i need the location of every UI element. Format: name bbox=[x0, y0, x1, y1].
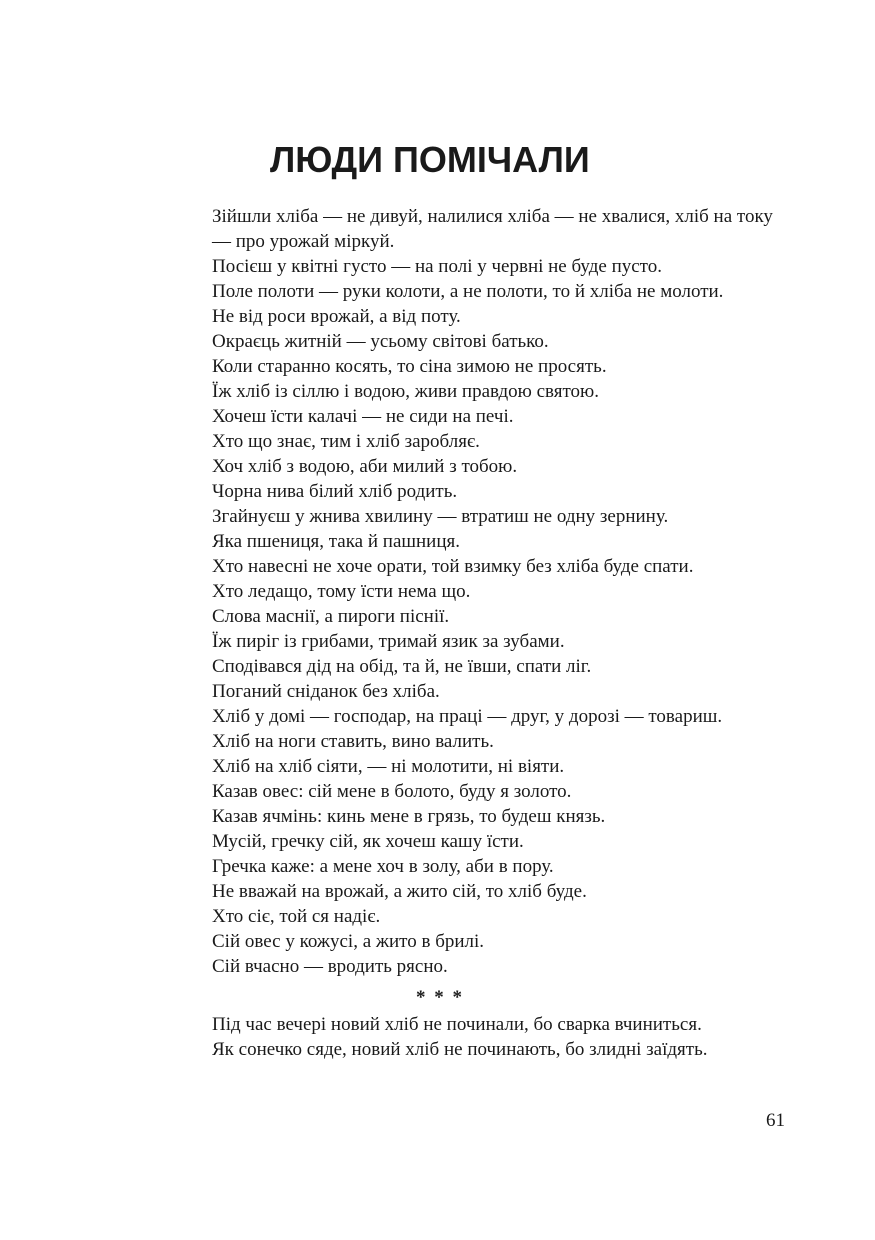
customs-list bbox=[212, 1012, 792, 1062]
list-item: Хто сіє, той ся надіє. bbox=[212, 906, 381, 927]
page-title: ЛЮДИ ПОМІЧАЛИ bbox=[270, 139, 590, 180]
list-item: Сій вчасно — вродить рясно. bbox=[212, 956, 448, 977]
page-number: 61 bbox=[766, 1110, 785, 1131]
list-item: Як сонечко сяде, новий хліб не починають, бо злидні заїдять. bbox=[212, 1039, 708, 1060]
list-item: Слова маснії, а пироги піснії. bbox=[212, 606, 450, 627]
list-item: Хоч хліб з водою, аби милий з тобою. bbox=[212, 456, 518, 477]
list-item: Не від роси врожай, а від поту. bbox=[212, 306, 461, 327]
list-item: Гречка каже: а мене хоч в золу, аби в пору. bbox=[212, 856, 554, 877]
list-item: Коли старанно косять, то сіна зимою не просять. bbox=[212, 356, 607, 377]
list-item: Їж пиріг із грибами, тримай язик за зубами. bbox=[212, 631, 565, 652]
list-item: Хліб у домі — господар, на праці — друг, у дорозі — товариш. bbox=[212, 706, 723, 727]
list-item: Поганий сніданок без хліба. bbox=[212, 681, 440, 702]
list-item: Їж хліб із сіллю і водою, живи правдою святою. bbox=[212, 381, 600, 402]
list-item: Мусій, гречку сій, як хочеш кашу їсти. bbox=[212, 831, 524, 852]
list-item: Яка пшениця, така й пашниця. bbox=[212, 531, 461, 552]
list-item: Окраєць житній — усьому світові батько. bbox=[212, 331, 549, 352]
list-item: Сподівався дід на обід, та й, не ївши, спати ліг. bbox=[212, 656, 592, 677]
list-item: Згайнуєш у жнива хвилину — втратиш не одну зернину. bbox=[212, 506, 669, 527]
list-item: Хочеш їсти калачі — не сиди на печі. bbox=[212, 406, 514, 427]
list-item: Не вважай на врожай, а жито сій, то хліб буде. bbox=[212, 881, 587, 902]
list-item: Хліб на хліб сіяти, — ні молотити, ні віяти. bbox=[212, 756, 565, 777]
list-item: Під час вечері новий хліб не починали, бо сварка вчиниться. bbox=[212, 1014, 702, 1035]
list-item: Хто ледащо, тому їсти нема що. bbox=[212, 581, 471, 602]
list-item: Хліб на ноги ставить, вино валить. bbox=[212, 731, 494, 752]
list-item: Казав ячмінь: кинь мене в грязь, то будеш князь. bbox=[212, 806, 606, 827]
list-item: Посієш у квітні густо — на полі у червні не буде пусто. bbox=[212, 256, 662, 277]
list-item: Хто навесні не хоче орати, той взимку без хліба буде спати. bbox=[212, 556, 694, 577]
section-separator: * * * bbox=[416, 987, 464, 1008]
list-item: Чорна нива білий хліб родить. bbox=[212, 481, 458, 502]
list-item: Поле полоти — руки колоти, а не полоти, то й хліба не молоти. bbox=[212, 281, 724, 302]
list-item: Зійшли хліба — не дивуй, налилися хліба — не хвалися, хліб на току — про урожай міркуй. bbox=[212, 206, 773, 252]
list-item: Хто що знає, тим і хліб заробляє. bbox=[212, 431, 480, 452]
list-item: Сій овес у кожусі, а жито в брилі. bbox=[212, 931, 485, 952]
proverbs-list bbox=[212, 204, 792, 979]
list-item: Казав овес: сій мене в болото, буду я золото. bbox=[212, 781, 572, 802]
